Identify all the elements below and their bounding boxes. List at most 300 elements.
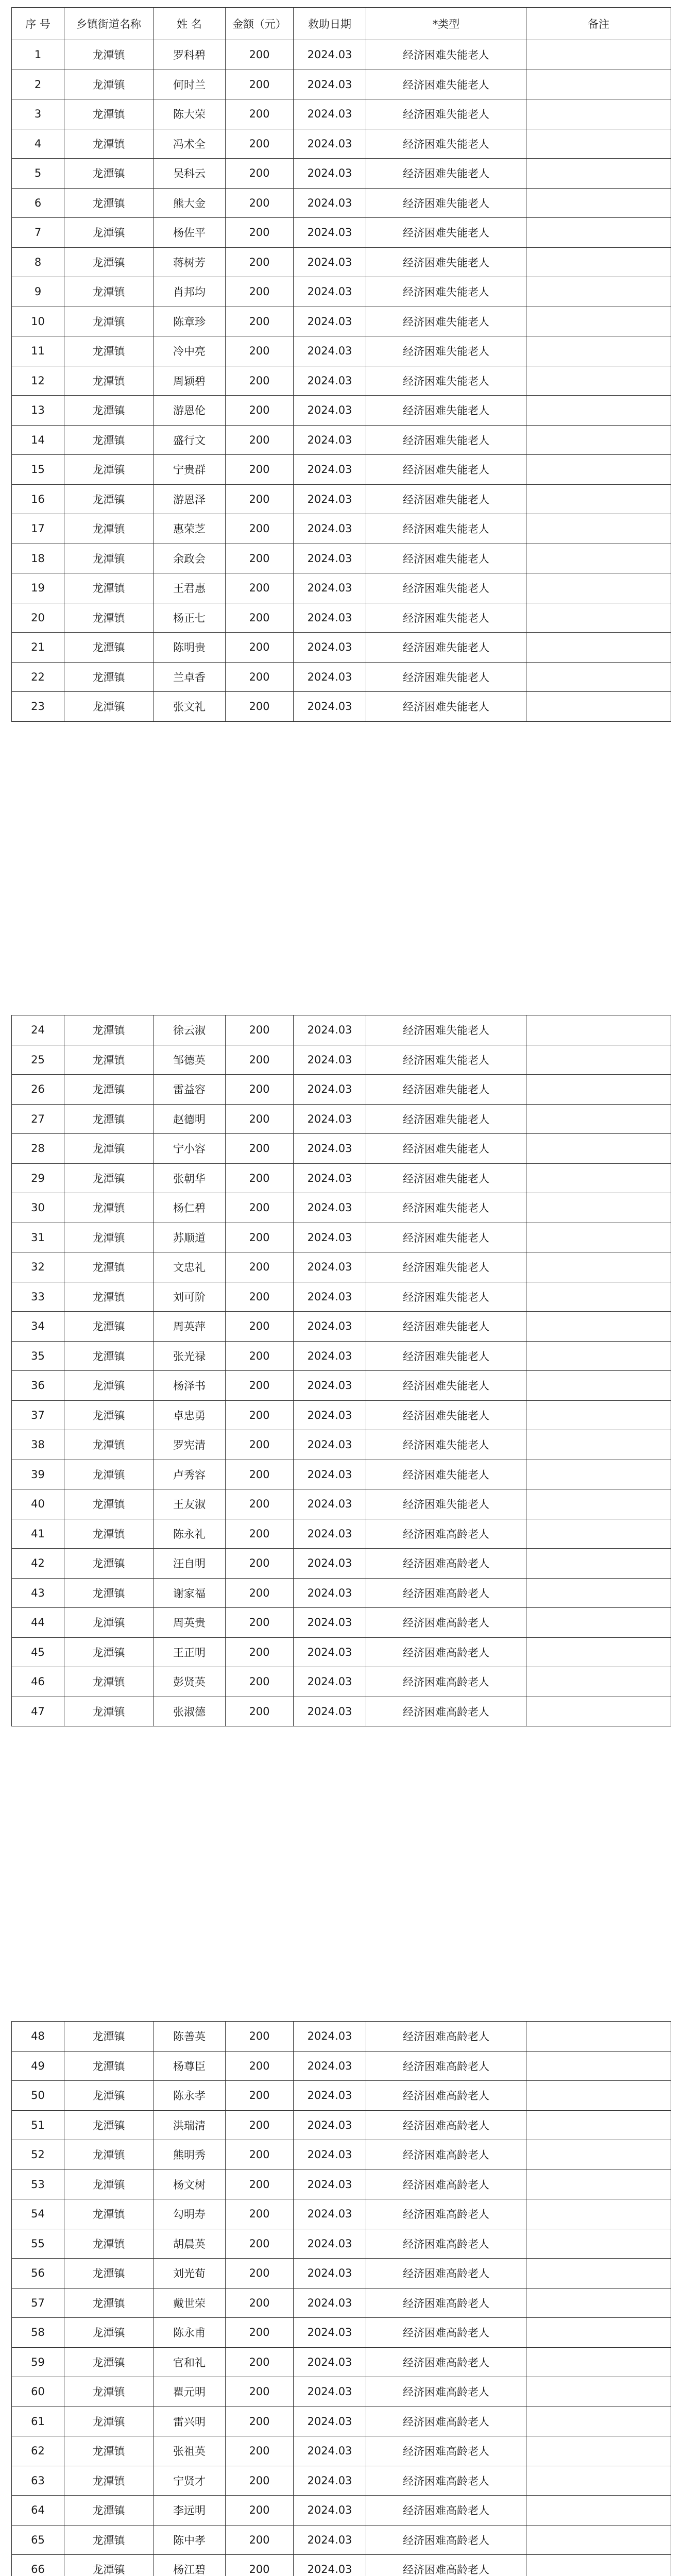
cell-town: 龙潭镇: [64, 425, 154, 455]
cell-remark: [526, 2347, 671, 2377]
cell-no: 34: [12, 1312, 64, 1342]
cell-type: 经济困难失能老人: [366, 1460, 526, 1489]
cell-name: 张朝华: [154, 1163, 226, 1193]
cell-type: 经济困难失能老人: [366, 455, 526, 485]
cell-name: 何时兰: [154, 70, 226, 99]
cell-remark: [526, 2406, 671, 2436]
cell-name: 熊大金: [154, 188, 226, 218]
cell-remark: [526, 603, 671, 633]
cell-date: 2024.03: [294, 1341, 366, 1371]
cell-amount: 200: [226, 2170, 294, 2199]
cell-town: 龙潭镇: [64, 2199, 154, 2229]
cell-amount: 200: [226, 2259, 294, 2289]
cell-name: 陈永孝: [154, 2081, 226, 2111]
cell-town: 龙潭镇: [64, 2436, 154, 2466]
header-remark: 备注: [526, 8, 671, 40]
cell-remark: [526, 544, 671, 573]
cell-amount: 200: [226, 2496, 294, 2526]
cell-remark: [526, 484, 671, 514]
cell-type: 经济困难高龄老人: [366, 1667, 526, 1697]
cell-name: 雷兴明: [154, 2406, 226, 2436]
table-row: [12, 2140, 671, 2170]
cell-date: 2024.03: [294, 2466, 366, 2496]
cell-name: 赵德明: [154, 1104, 226, 1134]
header-name: 姓 名: [154, 8, 226, 40]
cell-town: 龙潭镇: [64, 1460, 154, 1489]
cell-date: 2024.03: [294, 2022, 366, 2052]
cell-date: 2024.03: [294, 396, 366, 426]
cell-type: 经济困难失能老人: [366, 1400, 526, 1430]
cell-town: 龙潭镇: [64, 662, 154, 692]
cell-no: 29: [12, 1163, 64, 1193]
cell-type: 经济困难高龄老人: [366, 1578, 526, 1608]
cell-type: 经济困难高龄老人: [366, 2496, 526, 2526]
cell-amount: 200: [226, 1045, 294, 1075]
cell-name: 惠荣芝: [154, 514, 226, 544]
table-row: [12, 247, 671, 277]
table-row: [12, 1163, 671, 1193]
cell-date: 2024.03: [294, 573, 366, 603]
cell-no: 39: [12, 1460, 64, 1489]
cell-type: 经济困难高龄老人: [366, 1519, 526, 1549]
cell-remark: [526, 2555, 671, 2576]
cell-no: 5: [12, 159, 64, 189]
cell-type: 经济困难高龄老人: [366, 2259, 526, 2289]
cell-remark: [526, 455, 671, 485]
cell-town: 龙潭镇: [64, 159, 154, 189]
cell-no: 56: [12, 2259, 64, 2289]
table-row: [12, 2259, 671, 2289]
cell-town: 龙潭镇: [64, 1223, 154, 1252]
cell-name: 苏顺道: [154, 1223, 226, 1252]
cell-type: 经济困难高龄老人: [366, 2377, 526, 2407]
cell-amount: 200: [226, 2081, 294, 2111]
cell-no: 65: [12, 2525, 64, 2555]
cell-date: 2024.03: [294, 247, 366, 277]
cell-town: 龙潭镇: [64, 247, 154, 277]
table-row: [12, 1400, 671, 1430]
table-row: [12, 1549, 671, 1579]
cell-town: 龙潭镇: [64, 484, 154, 514]
cell-amount: 200: [226, 1015, 294, 1045]
cell-type: 经济困难失能老人: [366, 1193, 526, 1223]
cell-remark: [526, 1489, 671, 1519]
cell-no: 21: [12, 633, 64, 663]
cell-type: 经济困难失能老人: [366, 1134, 526, 1164]
cell-amount: 200: [226, 70, 294, 99]
table-row: [12, 2406, 671, 2436]
cell-type: 经济困难高龄老人: [366, 2140, 526, 2170]
cell-town: 龙潭镇: [64, 603, 154, 633]
cell-amount: 200: [226, 1075, 294, 1105]
cell-date: 2024.03: [294, 1371, 366, 1401]
cell-type: 经济困难失能老人: [366, 1430, 526, 1460]
cell-date: 2024.03: [294, 2140, 366, 2170]
cell-name: 杨尊臣: [154, 2051, 226, 2081]
cell-name: 陈章珍: [154, 307, 226, 336]
table-row: [12, 70, 671, 99]
cell-remark: [526, 2051, 671, 2081]
cell-type: 经济困难失能老人: [366, 1312, 526, 1342]
cell-name: 戴世荣: [154, 2288, 226, 2318]
cell-no: 36: [12, 1371, 64, 1401]
cell-amount: 200: [226, 662, 294, 692]
cell-town: 龙潭镇: [64, 366, 154, 396]
cell-date: 2024.03: [294, 40, 366, 70]
cell-name: 陈大荣: [154, 99, 226, 129]
cell-amount: 200: [226, 188, 294, 218]
table-row: [12, 573, 671, 603]
table-row: [12, 633, 671, 663]
cell-type: 经济困难失能老人: [366, 425, 526, 455]
cell-town: 龙潭镇: [64, 1667, 154, 1697]
cell-type: 经济困难失能老人: [366, 129, 526, 159]
cell-remark: [526, 2259, 671, 2289]
cell-type: 经济困难高龄老人: [366, 2466, 526, 2496]
cell-type: 经济困难失能老人: [366, 662, 526, 692]
cell-remark: [526, 1312, 671, 1342]
table-row: [12, 455, 671, 485]
cell-town: 龙潭镇: [64, 1163, 154, 1193]
cell-type: 经济困难失能老人: [366, 633, 526, 663]
cell-amount: 200: [226, 40, 294, 70]
cell-town: 龙潭镇: [64, 2081, 154, 2111]
table-row: [12, 40, 671, 70]
cell-town: 龙潭镇: [64, 1697, 154, 1726]
cell-remark: [526, 2436, 671, 2466]
cell-type: 经济困难失能老人: [366, 307, 526, 336]
cell-remark: [526, 662, 671, 692]
cell-town: 龙潭镇: [64, 1519, 154, 1549]
cell-remark: [526, 1400, 671, 1430]
cell-remark: [526, 1134, 671, 1164]
table-row: [12, 2318, 671, 2348]
cell-no: 8: [12, 247, 64, 277]
cell-type: 经济困难失能老人: [366, 99, 526, 129]
cell-type: 经济困难失能老人: [366, 1223, 526, 1252]
cell-no: 48: [12, 2022, 64, 2052]
cell-amount: 200: [226, 2051, 294, 2081]
cell-no: 40: [12, 1489, 64, 1519]
cell-type: 经济困难失能老人: [366, 692, 526, 722]
table-row: [12, 1608, 671, 1638]
cell-no: 17: [12, 514, 64, 544]
cell-remark: [526, 2229, 671, 2259]
cell-no: 6: [12, 188, 64, 218]
cell-date: 2024.03: [294, 692, 366, 722]
cell-date: 2024.03: [294, 2259, 366, 2289]
cell-amount: 200: [226, 603, 294, 633]
cell-date: 2024.03: [294, 1430, 366, 1460]
cell-type: 经济困难失能老人: [366, 366, 526, 396]
cell-name: 谢家福: [154, 1578, 226, 1608]
table-row: [12, 277, 671, 307]
table-row: [12, 1578, 671, 1608]
cell-town: 龙潭镇: [64, 2377, 154, 2407]
cell-amount: 200: [226, 633, 294, 663]
header-row: [12, 8, 671, 40]
cell-town: 龙潭镇: [64, 307, 154, 336]
cell-date: 2024.03: [294, 1312, 366, 1342]
cell-amount: 200: [226, 1341, 294, 1371]
cell-name: 杨江碧: [154, 2555, 226, 2576]
cell-date: 2024.03: [294, 1045, 366, 1075]
cell-town: 龙潭镇: [64, 1400, 154, 1430]
table-row: [12, 1075, 671, 1105]
table-row: [12, 1460, 671, 1489]
table-row: [12, 2377, 671, 2407]
cell-date: 2024.03: [294, 1134, 366, 1164]
cell-date: 2024.03: [294, 218, 366, 248]
cell-name: 张淑德: [154, 1697, 226, 1726]
cell-no: 38: [12, 1430, 64, 1460]
cell-amount: 200: [226, 544, 294, 573]
cell-type: 经济困难失能老人: [366, 1252, 526, 1282]
cell-amount: 200: [226, 2199, 294, 2229]
table-row: [12, 1489, 671, 1519]
cell-name: 杨文树: [154, 2170, 226, 2199]
cell-town: 龙潭镇: [64, 1015, 154, 1045]
cell-name: 盛行文: [154, 425, 226, 455]
cell-remark: [526, 396, 671, 426]
cell-town: 龙潭镇: [64, 277, 154, 307]
cell-town: 龙潭镇: [64, 99, 154, 129]
cell-date: 2024.03: [294, 544, 366, 573]
cell-amount: 200: [226, 425, 294, 455]
cell-no: 43: [12, 1578, 64, 1608]
cell-type: 经济困难失能老人: [366, 573, 526, 603]
cell-date: 2024.03: [294, 307, 366, 336]
header-type: *类型: [366, 8, 526, 40]
cell-town: 龙潭镇: [64, 2555, 154, 2576]
cell-no: 61: [12, 2406, 64, 2436]
cell-date: 2024.03: [294, 1015, 366, 1045]
table-row: [12, 396, 671, 426]
table-row: [12, 1371, 671, 1401]
cell-remark: [526, 1341, 671, 1371]
cell-name: 刘光荀: [154, 2259, 226, 2289]
cell-type: 经济困难失能老人: [366, 484, 526, 514]
cell-amount: 200: [226, 247, 294, 277]
cell-no: 45: [12, 1637, 64, 1667]
cell-type: 经济困难高龄老人: [366, 1549, 526, 1579]
cell-remark: [526, 1045, 671, 1075]
table-page-1: [11, 7, 671, 722]
cell-name: 陈中孝: [154, 2525, 226, 2555]
cell-no: 53: [12, 2170, 64, 2199]
table-page-2: [11, 1015, 671, 1726]
cell-town: 龙潭镇: [64, 2525, 154, 2555]
cell-name: 瞿元明: [154, 2377, 226, 2407]
cell-no: 18: [12, 544, 64, 573]
cell-name: 徐云淑: [154, 1015, 226, 1045]
cell-date: 2024.03: [294, 633, 366, 663]
cell-date: 2024.03: [294, 366, 366, 396]
cell-name: 周英贵: [154, 1608, 226, 1638]
table-row: [12, 1312, 671, 1342]
cell-name: 陈永礼: [154, 1519, 226, 1549]
cell-remark: [526, 40, 671, 70]
cell-amount: 200: [226, 2436, 294, 2466]
cell-town: 龙潭镇: [64, 2496, 154, 2526]
cell-name: 周英萍: [154, 1312, 226, 1342]
table-row: [12, 218, 671, 248]
cell-date: 2024.03: [294, 1223, 366, 1252]
cell-name: 王君惠: [154, 573, 226, 603]
cell-type: 经济困难高龄老人: [366, 2406, 526, 2436]
cell-amount: 200: [226, 307, 294, 336]
cell-date: 2024.03: [294, 2347, 366, 2377]
cell-town: 龙潭镇: [64, 2259, 154, 2289]
cell-no: 33: [12, 1282, 64, 1312]
cell-town: 龙潭镇: [64, 1489, 154, 1519]
cell-name: 杨佐平: [154, 218, 226, 248]
cell-amount: 200: [226, 484, 294, 514]
cell-town: 龙潭镇: [64, 2110, 154, 2140]
table-row: [12, 1341, 671, 1371]
cell-remark: [526, 2110, 671, 2140]
cell-remark: [526, 218, 671, 248]
table-row: [12, 1637, 671, 1667]
cell-name: 肖邦均: [154, 277, 226, 307]
cell-remark: [526, 247, 671, 277]
cell-date: 2024.03: [294, 1608, 366, 1638]
cell-amount: 200: [226, 1312, 294, 1342]
cell-type: 经济困难失能老人: [366, 1104, 526, 1134]
table-row: [12, 514, 671, 544]
cell-name: 刘可阶: [154, 1282, 226, 1312]
cell-date: 2024.03: [294, 2377, 366, 2407]
table-row: [12, 603, 671, 633]
cell-town: 龙潭镇: [64, 2288, 154, 2318]
cell-town: 龙潭镇: [64, 2022, 154, 2052]
cell-type: 经济困难失能老人: [366, 1371, 526, 1401]
cell-type: 经济困难高龄老人: [366, 2288, 526, 2318]
cell-town: 龙潭镇: [64, 455, 154, 485]
table-row: [12, 1223, 671, 1252]
header-date: 救助日期: [294, 8, 366, 40]
cell-type: 经济困难高龄老人: [366, 2525, 526, 2555]
cell-town: 龙潭镇: [64, 1134, 154, 1164]
cell-name: 官和礼: [154, 2347, 226, 2377]
cell-town: 龙潭镇: [64, 1371, 154, 1401]
cell-remark: [526, 2199, 671, 2229]
cell-name: 杨泽书: [154, 1371, 226, 1401]
table-row: [12, 2466, 671, 2496]
cell-name: 余政会: [154, 544, 226, 573]
cell-type: 经济困难失能老人: [366, 1489, 526, 1519]
cell-town: 龙潭镇: [64, 1637, 154, 1667]
cell-amount: 200: [226, 1578, 294, 1608]
cell-amount: 200: [226, 1489, 294, 1519]
cell-date: 2024.03: [294, 2199, 366, 2229]
cell-date: 2024.03: [294, 1697, 366, 1726]
cell-remark: [526, 2081, 671, 2111]
cell-name: 宁小容: [154, 1134, 226, 1164]
table-row: [12, 1252, 671, 1282]
cell-remark: [526, 1430, 671, 1460]
cell-type: 经济困难失能老人: [366, 70, 526, 99]
cell-name: 陈善英: [154, 2022, 226, 2052]
cell-no: 28: [12, 1134, 64, 1164]
cell-type: 经济困难失能老人: [366, 1045, 526, 1075]
cell-amount: 200: [226, 159, 294, 189]
table-row: [12, 1519, 671, 1549]
cell-remark: [526, 1460, 671, 1489]
cell-remark: [526, 2525, 671, 2555]
cell-town: 龙潭镇: [64, 2051, 154, 2081]
header-amount: 金额（元）: [226, 8, 294, 40]
cell-date: 2024.03: [294, 336, 366, 366]
cell-name: 张光禄: [154, 1341, 226, 1371]
cell-remark: [526, 1519, 671, 1549]
cell-name: 宁贤才: [154, 2466, 226, 2496]
cell-name: 胡晨英: [154, 2229, 226, 2259]
cell-no: 10: [12, 307, 64, 336]
cell-town: 龙潭镇: [64, 1282, 154, 1312]
cell-remark: [526, 307, 671, 336]
cell-no: 31: [12, 1223, 64, 1252]
cell-no: 41: [12, 1519, 64, 1549]
cell-date: 2024.03: [294, 1282, 366, 1312]
cell-town: 龙潭镇: [64, 2466, 154, 2496]
cell-type: 经济困难失能老人: [366, 277, 526, 307]
cell-no: 13: [12, 396, 64, 426]
cell-remark: [526, 514, 671, 544]
cell-type: 经济困难高龄老人: [366, 2051, 526, 2081]
cell-type: 经济困难失能老人: [366, 247, 526, 277]
cell-no: 26: [12, 1075, 64, 1105]
table-row: [12, 1667, 671, 1697]
cell-date: 2024.03: [294, 129, 366, 159]
table-row: [12, 2496, 671, 2526]
cell-type: 经济困难高龄老人: [366, 1608, 526, 1638]
cell-date: 2024.03: [294, 2288, 366, 2318]
cell-town: 龙潭镇: [64, 573, 154, 603]
table-row: [12, 1104, 671, 1134]
cell-date: 2024.03: [294, 1519, 366, 1549]
cell-town: 龙潭镇: [64, 633, 154, 663]
cell-amount: 200: [226, 1223, 294, 1252]
cell-town: 龙潭镇: [64, 2170, 154, 2199]
cell-amount: 200: [226, 2377, 294, 2407]
cell-type: 经济困难失能老人: [366, 218, 526, 248]
cell-no: 3: [12, 99, 64, 129]
table-row: [12, 307, 671, 336]
cell-type: 经济困难失能老人: [366, 1282, 526, 1312]
cell-type: 经济困难失能老人: [366, 1163, 526, 1193]
cell-type: 经济困难失能老人: [366, 40, 526, 70]
cell-remark: [526, 99, 671, 129]
cell-no: 59: [12, 2347, 64, 2377]
cell-name: 游恩伦: [154, 396, 226, 426]
cell-date: 2024.03: [294, 2110, 366, 2140]
cell-remark: [526, 2140, 671, 2170]
cell-town: 龙潭镇: [64, 1104, 154, 1134]
roster-table: [11, 7, 671, 722]
header-no: 序 号: [12, 8, 64, 40]
table-page-3: [11, 2021, 671, 2576]
cell-date: 2024.03: [294, 1104, 366, 1134]
cell-no: 64: [12, 2496, 64, 2526]
cell-town: 龙潭镇: [64, 70, 154, 99]
cell-amount: 200: [226, 99, 294, 129]
cell-name: 勾明寿: [154, 2199, 226, 2229]
cell-date: 2024.03: [294, 1489, 366, 1519]
cell-type: 经济困难高龄老人: [366, 2170, 526, 2199]
cell-no: 46: [12, 1667, 64, 1697]
cell-date: 2024.03: [294, 2318, 366, 2348]
